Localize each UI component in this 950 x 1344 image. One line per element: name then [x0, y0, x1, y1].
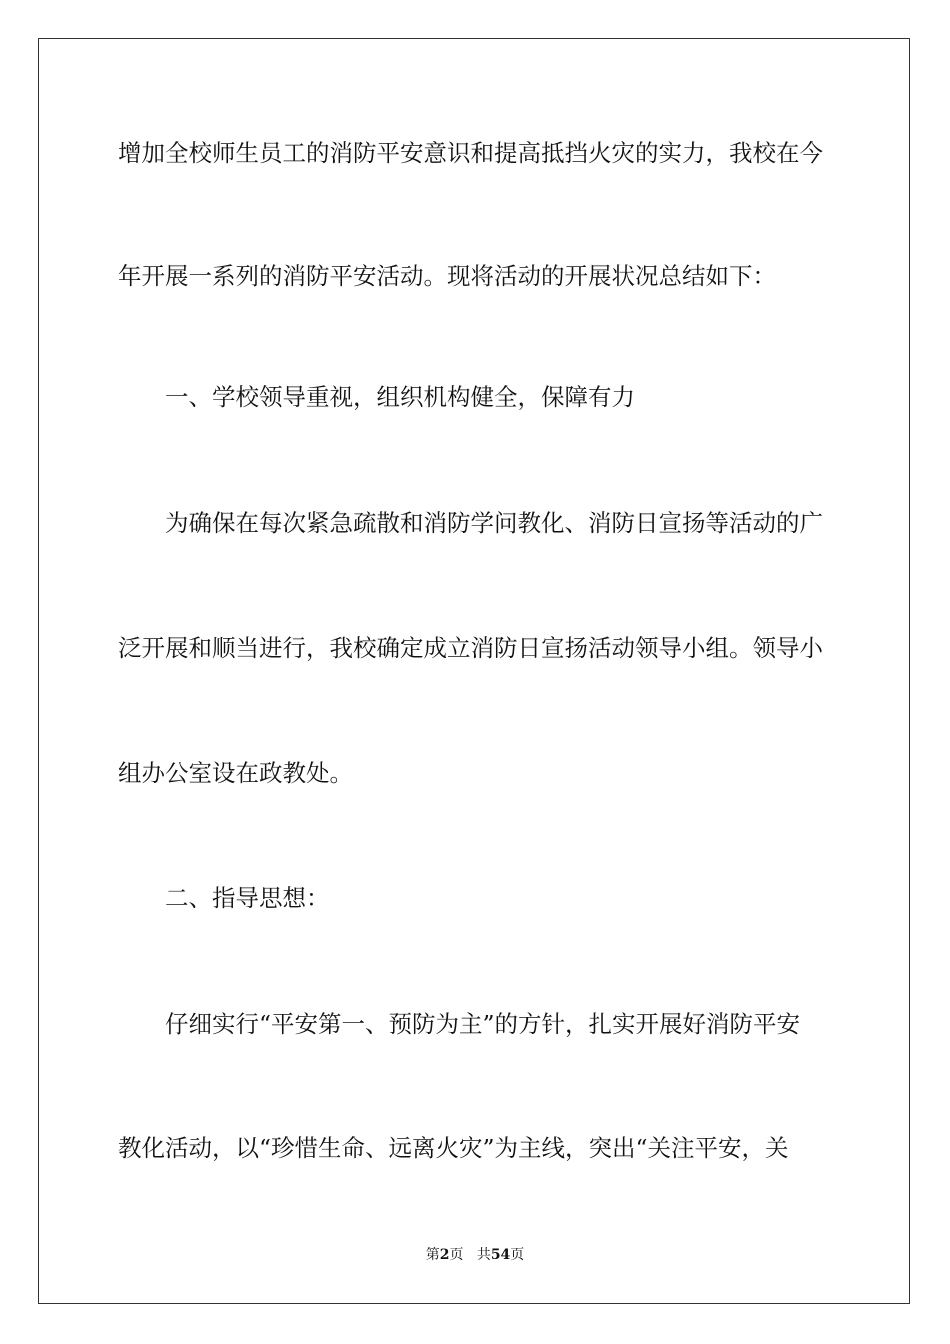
- page-footer: [0, 1246, 950, 1264]
- paragraph-line-5: 组办公室设在政教处。: [118, 759, 353, 787]
- paragraph-line-2: 年开展一系列的消防平安活动。现将活动的开展状况总结如下：: [118, 262, 776, 290]
- page-border: [38, 38, 910, 1304]
- paragraph-line-3: 为确保在每次紧急疏散和消防学问教化、消防日宣扬等活动的广: [165, 509, 823, 537]
- footer-page-prefix: 第: [425, 1247, 440, 1263]
- footer-page-suffix: 页: [449, 1247, 464, 1263]
- footer-total-suffix: 页: [510, 1247, 525, 1263]
- footer-total-number: 54: [490, 1247, 511, 1263]
- section-heading-2: 二、指导思想：: [165, 884, 330, 912]
- paragraph-line-7: 教化活动，以“珍惜生命、远离火灾”为主线，突出“关注平安，关: [118, 1134, 789, 1162]
- paragraph-line-4: 泛开展和顺当进行，我校确定成立消防日宣扬活动领导小组。领导小: [118, 634, 823, 662]
- paragraph-line-6: 仔细实行“平安第一、预防为主”的方针，扎实开展好消防平安: [165, 1010, 801, 1038]
- footer-page-number: 2: [439, 1247, 450, 1263]
- section-heading-1: 一、学校领导重视，组织机构健全，保障有力: [165, 383, 635, 411]
- footer-total-prefix: 共: [476, 1247, 491, 1263]
- paragraph-line-1: 增加全校师生员工的消防平安意识和提高抵挡火灾的实力，我校在今: [118, 139, 823, 167]
